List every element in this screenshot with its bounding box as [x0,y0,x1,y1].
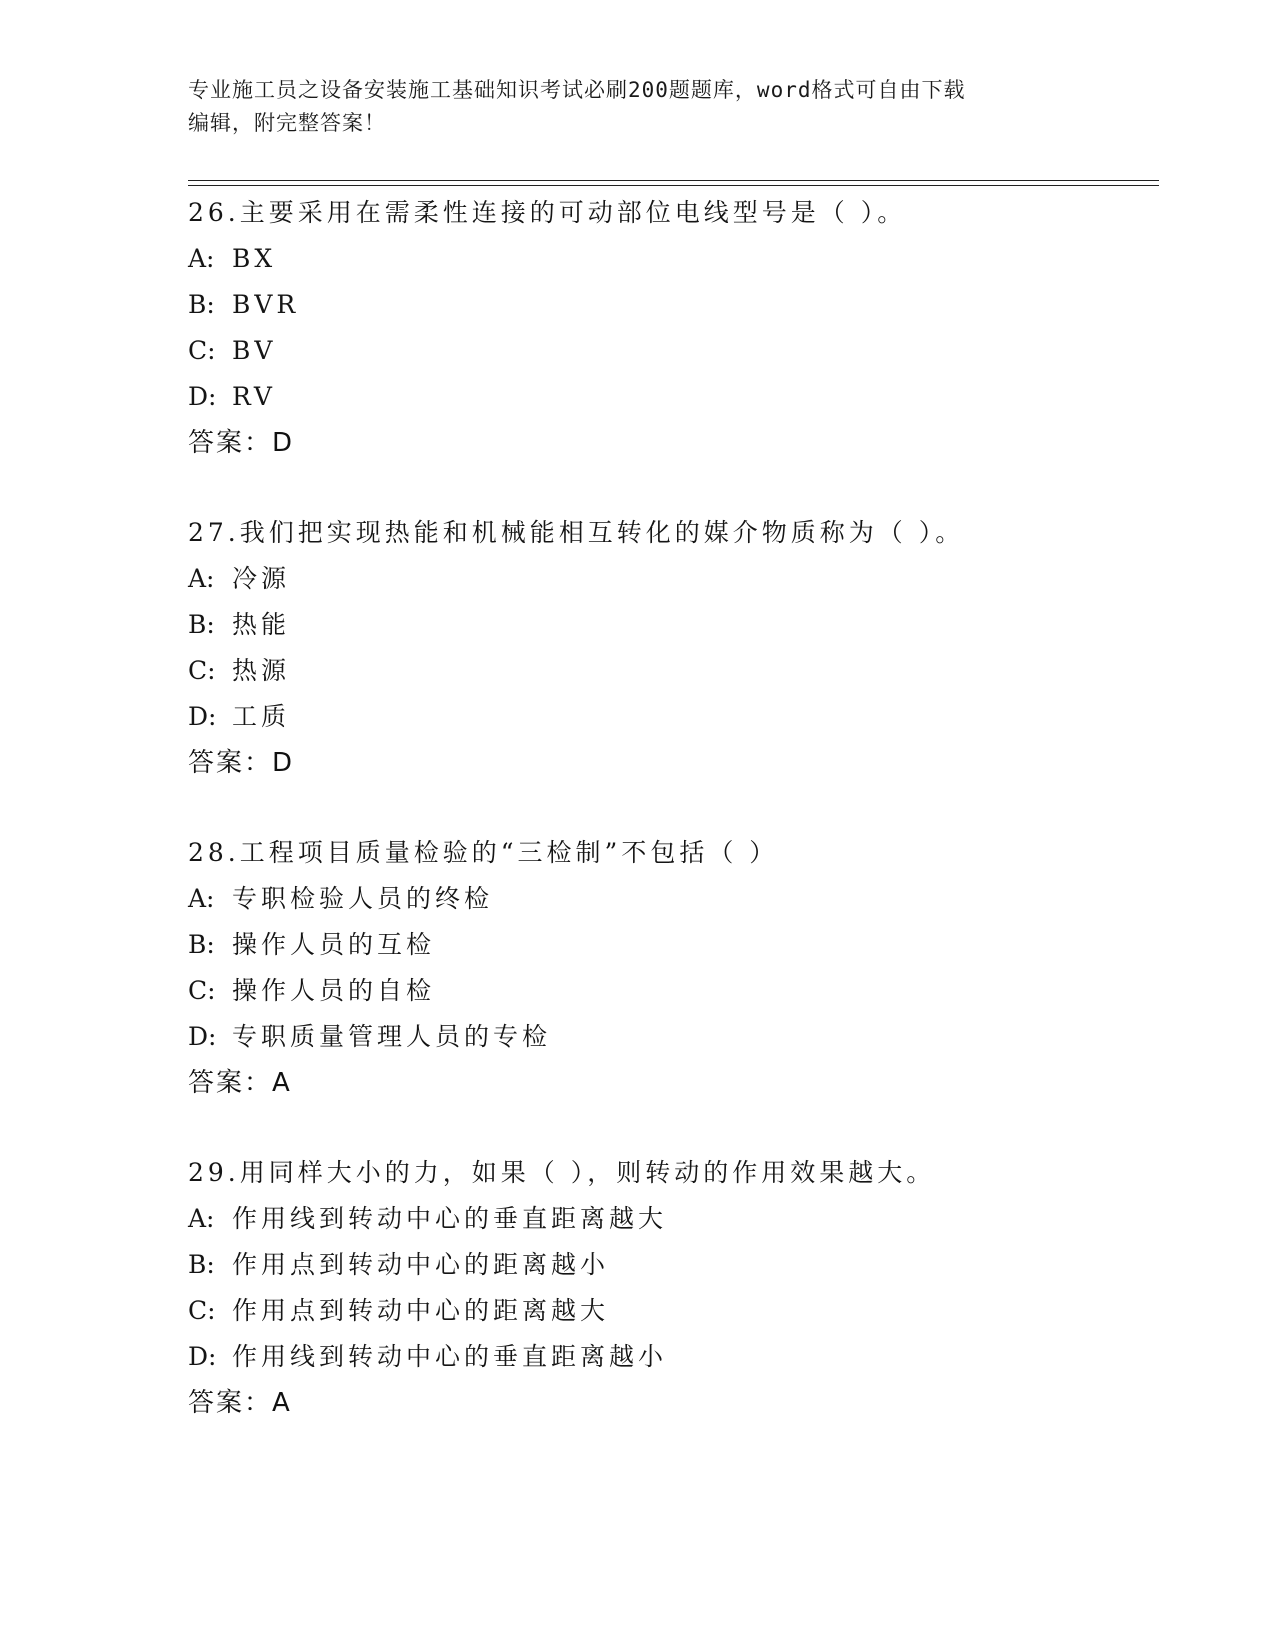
answer-line: 答案：A [188,1068,292,1098]
option-d [188,1334,1159,1380]
option-b [188,1242,1159,1288]
option-b [188,282,1159,328]
option-text: BX [232,244,277,273]
option-letter: C: [188,336,216,365]
option-text: 专职检验人员的终检 [232,884,494,913]
option-letter: B: [188,290,215,319]
option-d [188,374,1159,420]
option-letter: A: [188,884,215,913]
option-a [188,1196,1159,1242]
option-c [188,328,1159,374]
question-stem: 27.我们把实现热能和机械能相互转化的媒介物质称为（ ）。 [188,518,965,547]
option-letter: D: [188,1022,217,1051]
option-text: 操作人员的互检 [232,930,436,959]
answer-line: 答案：D [188,428,295,458]
option-a [188,556,1159,602]
option-letter: C: [188,656,216,685]
question-stem: 28.工程项目质量检验的“三检制”不包括（ ） [188,838,779,867]
header-divider-top [188,180,1159,181]
option-letter: A: [188,564,215,593]
answer-line: 答案：A [188,1388,292,1418]
option-letter: A: [188,244,215,273]
option-text: 作用线到转动中心的垂直距离越小 [232,1342,668,1371]
option-text: RV [232,382,276,411]
option-letter: D: [188,1342,217,1371]
option-text: 作用点到转动中心的距离越大 [232,1296,610,1325]
option-letter: C: [188,1296,216,1325]
question-stem: 26.主要采用在需柔性连接的可动部位电线型号是（ ）。 [188,198,907,227]
question-block [188,510,1159,786]
document-header [188,74,1088,140]
option-b [188,922,1159,968]
option-letter: A: [188,1204,215,1233]
option-c [188,968,1159,1014]
answer-line: 答案：D [188,748,295,778]
option-d [188,694,1159,740]
option-text: 热能 [232,610,291,639]
option-letter: B: [188,610,215,639]
option-text: 冷源 [232,564,291,593]
question-block [188,830,1159,1106]
option-text: 专职质量管理人员的专检 [232,1022,552,1051]
option-b [188,602,1159,648]
option-d [188,1014,1159,1060]
header-line-2: 编辑，附完整答案！ [188,111,386,135]
option-letter: D: [188,382,217,411]
question-block [188,190,1159,466]
option-text: 热源 [232,656,291,685]
option-a [188,236,1159,282]
option-letter: C: [188,976,216,1005]
header-divider-bottom [188,185,1159,186]
option-a [188,876,1159,922]
question-stem: 29.用同样大小的力，如果（ ），则转动的作用效果越大。 [188,1158,936,1187]
option-c [188,1288,1159,1334]
header-line-1: 专业施工员之设备安装施工基础知识考试必刷200题题库，word格式可自由下载 [188,78,966,102]
option-text: 操作人员的自检 [232,976,436,1005]
option-letter: B: [188,1250,215,1279]
option-text: 作用线到转动中心的垂直距离越大 [232,1204,668,1233]
option-c [188,648,1159,694]
option-text: 工质 [232,702,291,731]
option-text: BV [232,336,277,365]
option-text: 作用点到转动中心的距离越小 [232,1250,610,1279]
option-text: BVR [232,290,300,319]
question-block [188,1150,1159,1426]
option-letter: D: [188,702,217,731]
option-letter: B: [188,930,215,959]
